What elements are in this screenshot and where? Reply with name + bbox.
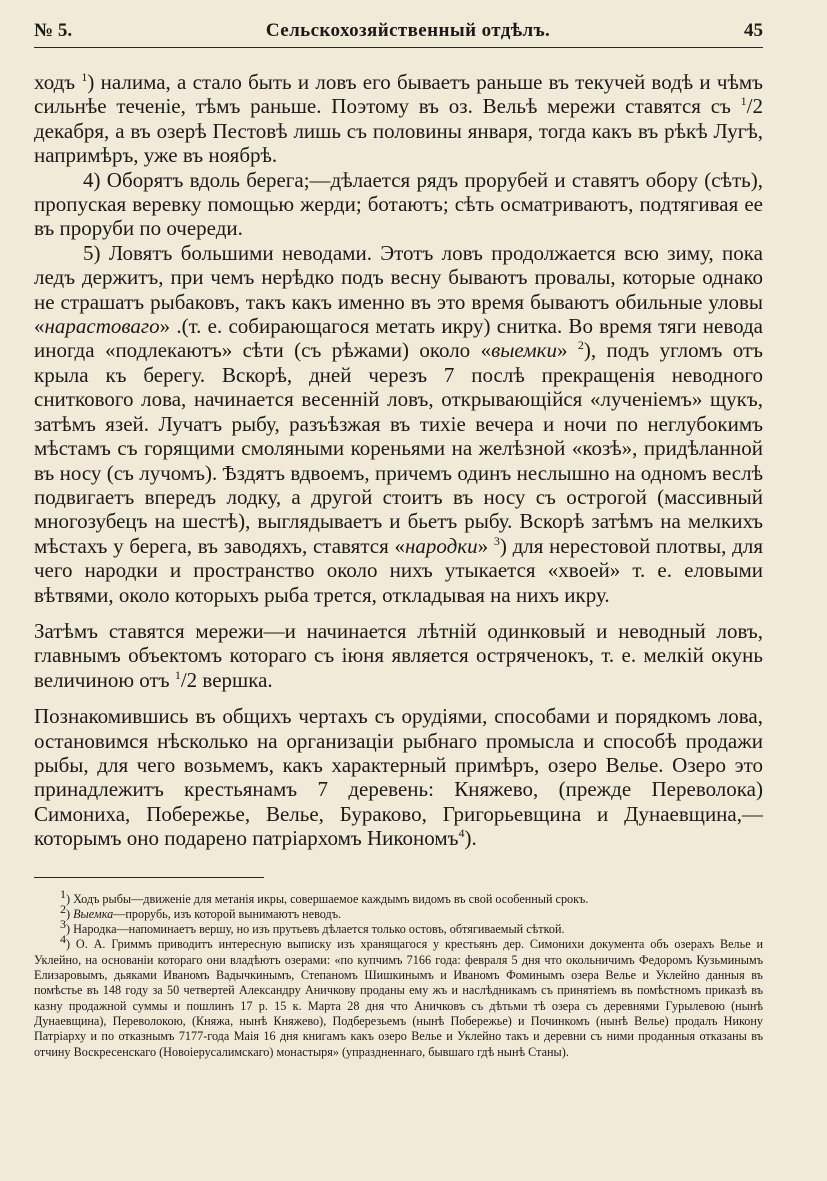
text-run: 4) Оборятъ вдоль берега;—дѣлается рядъ прорубей и ставятъ обору (сѣть), пропуская веревку помощью жерди; ботаютъ; сѣть осматриваютъ, подтягивая ее въ проруби по очереди. xyxy=(34,167,763,241)
italic-term: выемки xyxy=(491,338,557,363)
issue-number: № 5. xyxy=(34,20,73,41)
page-header xyxy=(34,20,763,48)
footnote-ref: 1 xyxy=(174,667,181,682)
page-number: 45 xyxy=(744,20,763,41)
footnote-ref: 2 xyxy=(60,901,66,916)
footnote-ref: 1 xyxy=(81,70,88,84)
text-run: 5) Ловятъ большими неводами. Этотъ ловъ продолжается всю зиму, пока ледъ держитъ, при чемъ нерѣдко подъ весну бываютъ провалы, которые однако не страшатъ рыбаковъ, такъ какъ именно въ это время бываютъ обильные уловы « xyxy=(34,240,763,339)
paragraph xyxy=(34,704,763,850)
text-run: ). xyxy=(464,826,477,851)
paragraph xyxy=(34,168,763,241)
body-text xyxy=(34,70,763,851)
text-run: ), подъ угломъ отъ крыла къ берегу. Вскорѣ, дней черезъ 7 послѣ прекращенія неводного сниткового лова, начинается весенній ловъ, открывающійся «лученіемъ» щукъ, затѣмъ язей. Лучатъ рыбу, разъѣзжая въ тихіе вечера и ночи по неглубокимъ мѣстамъ съ горящими смоляными кореньями на желѣзной «козѣ», придѣланной въ носу (съ лучомъ). Ѣздятъ вдвоемъ, причемъ одинъ неслышно на одномъ веслѣ подвигаетъ впередъ лодку, а другой стоитъ въ носу съ острогой (массивный многозубецъ на шестѣ), выглядываетъ и бьетъ рыбу. Вскорѣ затѣмъ на мелкихъ мѣстахъ у берега, въ заводяхъ, ставятся « xyxy=(34,338,763,558)
footnote xyxy=(34,886,763,907)
footnote-ref: 2 xyxy=(577,338,584,353)
footnote-rule xyxy=(34,877,264,878)
footnote-ref: 4 xyxy=(458,826,465,841)
italic-term: народки xyxy=(405,533,478,558)
footnotes xyxy=(34,886,763,1060)
footnote xyxy=(34,901,763,922)
text-run: Познакомившись въ общихъ чертахъ съ орудіями, способами и порядкомъ лова, остановимся нѣсколько на организаціи рыбнаго промысла и способѣ продажи рыбы, для чего возьмемъ, какъ характерный примѣръ, озеро Велье. Озеро это принадлежитъ крестьянамъ 7 деревень: Княжево, (прежде Переволока) Симониха, Побережье, Велье, Бураково, Григорьевщина и Дунаевщина,—которымъ оно подарено патріархомъ Никономъ xyxy=(34,704,763,851)
footnote-ref: 1 xyxy=(60,886,66,901)
text-run: ) xyxy=(66,906,74,921)
text-run: ) для нерестовой плотвы, для чего народки и пространство около нихъ утыкается «хвоей» т. е. еловыми вѣтвями, около которыхъ рыба трется, откладывая на нихъ икру. xyxy=(34,533,763,607)
footnote-ref: 4 xyxy=(60,932,66,947)
footnote xyxy=(34,917,763,937)
paragraph xyxy=(34,70,763,168)
text-run: /2 вершка. xyxy=(180,667,273,692)
section-title: Сельскохозяйственный отдѣлъ. xyxy=(265,20,551,41)
paragraph xyxy=(34,241,763,607)
text-run: » xyxy=(477,533,494,558)
text-run: Затѣмъ ставятся мережи—и начинается лѣтній одинковый и неводный ловъ, главнымъ объектомъ котораго съ іюня является остряченокъ, т. е. мелкій окунь величиною отъ xyxy=(34,618,763,692)
footnote xyxy=(34,932,763,1059)
text-run: ) Народка—напоминаетъ вершу, но изъ прутьевъ дѣлается только остовъ, обтягиваемый сѣткой. xyxy=(66,922,565,937)
text-run: » .(т. е. собирающагося метать икру) снитка. Во время тяги невода иногда «подлекаютъ» сѣти (съ рѣжами) около « xyxy=(34,314,763,363)
text-run: —прорубь, изъ которой вынимаютъ неводъ. xyxy=(113,906,342,921)
text-run: ) Ходъ рыбы—движеніе для метанія икры, совершаемое каждымъ видомъ въ свой особенный срокъ. xyxy=(66,891,589,906)
footnote-ref: 1 xyxy=(740,94,747,109)
footnote-ref: 3 xyxy=(60,917,66,932)
paragraph xyxy=(34,619,763,692)
text-run: ходъ xyxy=(34,70,82,94)
text-run: ) налима, а стало быть и ловъ его бываетъ раньше въ текучей водѣ и чѣмъ сильнѣе теченіе, тѣмъ раньше. Поэтому въ оз. Вельѣ мережи ставятся съ xyxy=(34,70,764,119)
text-run: /2 декабря, а въ озерѣ Пестовѣ лишь съ половины января, тогда какъ въ рѣкѣ Лугѣ, напримѣръ, уже въ ноябрѣ. xyxy=(34,94,763,168)
italic-term: нарастоваго xyxy=(44,314,160,339)
text-run: » xyxy=(556,338,578,363)
footnote-ref: 3 xyxy=(493,533,500,548)
italic-term: Выемка xyxy=(73,906,114,921)
text-run: ) О. А. Гриммъ приводитъ интересную выписку изъ хранящагося у крестьянъ дер. Симонихи документа объ озерахъ Велье и Уклейно, на основаніи котораго они владѣютъ озерами: «по купчимъ 7166 года: февраля 5 дня что окольничимъ Федоромъ Кузьминымъ Елизаровымъ, дьяками Иваномъ Вадычкинымъ, Степаномъ Шишкинымъ и Иваномъ Фоминымъ озера Велье и Уклейно данныя въ помѣстье въ 148 году за 50 четвертей Александру Аничкову проданы ему жъ и наслѣдникамъ съ принятіемъ въ помѣстномъ приказѣ въ казну продажной суммы и пошлинъ 17 р. 15 к. Марта 28 дня что Аничковъ съ дѣтьми тѣ озера съ деревнями Гурылевою (нынѣ Дунаевщина), Переволокою, (Княжа, нынѣ Княжево), Подберезьемъ (нынѣ Побережье) и Починкомъ (нынѣ Велье) продалъ Никону Патріарху и по отказнымъ 7177-года Маія 16 дня книгамъ какъ озеро Велье и Уклейно такъ и деревни съ ними проданныя отказаны въ отчину Воскресенскаго (Новоіерусалимскаго) монастыря» (упраздненнаго, бывшаго гдѣ нынѣ Станы). xyxy=(34,937,763,1059)
